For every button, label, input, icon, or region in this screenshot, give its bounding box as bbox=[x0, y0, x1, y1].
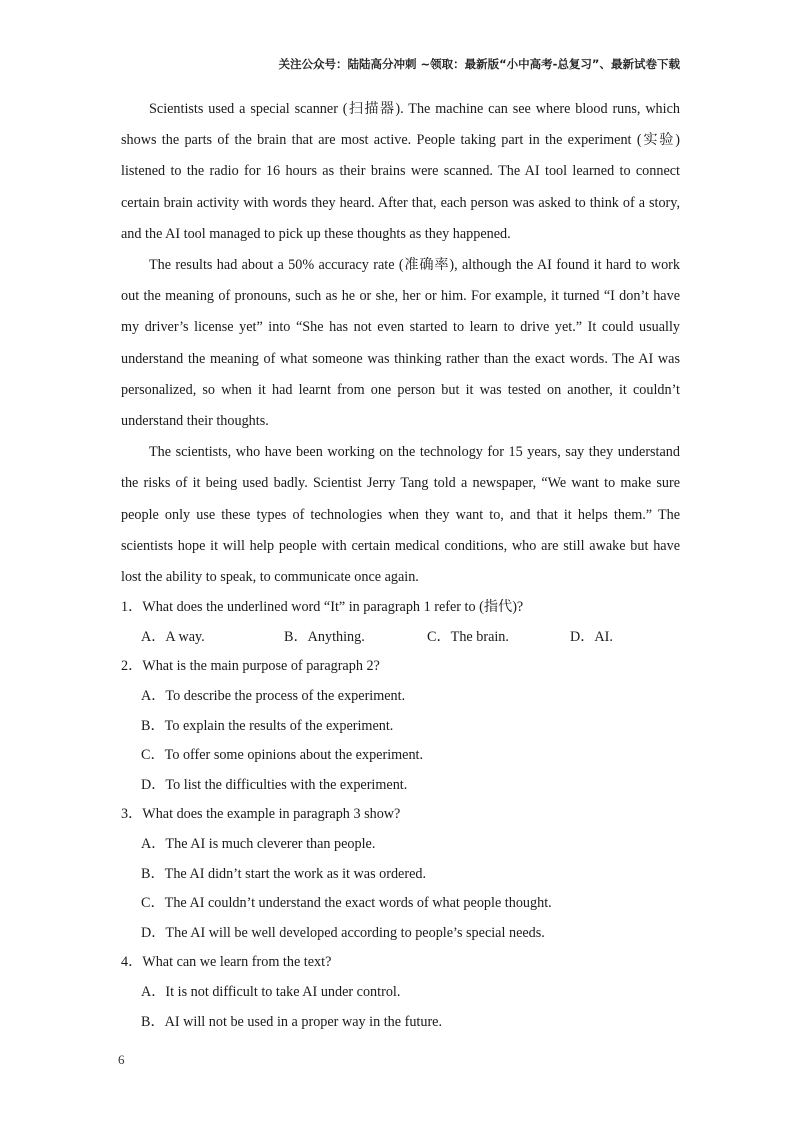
passage-paragraph: The scientists, who have been working on the technology for 15 years, say they understand the risks of it being used badly. Scientist Jerry Tang told a newspaper, “We want to make sure people only use these types of technologies when they want to, and that it helps them.” The scientists hope it will help people with certain medical conditions, who are still awake but have lost the ability to speak, to communicate once again. bbox=[121, 444, 680, 586]
option-a: A．It is not difficult to take AI under control. bbox=[141, 983, 401, 1000]
question-text: What can we learn from the text? bbox=[142, 954, 332, 971]
option-d: D．To list the difficulties with the experiment. bbox=[141, 776, 408, 793]
passage-paragraph: Scientists used a special scanner (扫描器). The machine can see where blood runs, which shows the parts of the brain that are most active. People taking part in the experiment (实验) listened to the radio for 16 hours as their brains were scanned. The AI tool learned to connect certain brain activity with words they heard. After that, each person was asked to think of a story, and the AI tool managed to pick up these thoughts as they happened. bbox=[121, 101, 680, 242]
question-number: 1． bbox=[121, 599, 143, 616]
page-header: 关注公众号：陆陆高分冲刺 ~领取：最新版“小中高考-总复习”、最新试卷下载 bbox=[278, 57, 680, 71]
question-4 bbox=[121, 948, 680, 978]
question-number: 3． bbox=[121, 806, 143, 823]
document-body bbox=[121, 94, 680, 1037]
question-number: 2． bbox=[121, 658, 143, 675]
question-list bbox=[121, 593, 680, 1037]
question-text: What is the main purpose of paragraph 2? bbox=[142, 658, 380, 675]
option-b: B．AI will not be used in a proper way in the future. bbox=[141, 1013, 443, 1030]
option-b: B．To explain the results of the experiment. bbox=[141, 717, 394, 734]
option-a: A．To describe the process of the experiment. bbox=[141, 688, 406, 705]
option-c: C．To offer some opinions about the experiment. bbox=[141, 747, 424, 764]
question-3 bbox=[121, 800, 680, 830]
page-number: 6 bbox=[118, 1052, 125, 1067]
question-text: What does the underlined word “It” in paragraph 1 refer to (指代)? bbox=[142, 599, 524, 616]
option-d: D．AI. bbox=[570, 628, 613, 645]
option-b: B．The AI didn’t start the work as it was ordered. bbox=[141, 865, 427, 882]
option-b: B．Anything. bbox=[284, 628, 365, 645]
question-2 bbox=[121, 652, 680, 682]
option-c: C．The AI couldn’t understand the exact words of what people thought. bbox=[141, 895, 552, 912]
question-text: What does the example in paragraph 3 show? bbox=[142, 806, 401, 823]
option-a: A．The AI is much cleverer than people. bbox=[141, 836, 376, 852]
question-1-options bbox=[121, 623, 680, 653]
option-d: D．The AI will be well developed according to people’s special needs. bbox=[141, 924, 545, 941]
option-c: C．The brain. bbox=[427, 628, 509, 645]
passage-paragraph: The results had about a 50% accuracy rate (准确率), although the AI found it hard to work out the meaning of pronouns, such as he or she, her or him. For example, it turned “I don’t have my driver’s license yet” into “She has not even started to learn to drive yet.” It could usually understand the meaning of what someone was thinking rather than the exact words. The AI was personalized, so when it had learnt from one person but it was tested on another, it couldn’t understand their thoughts. bbox=[121, 257, 680, 430]
question-1 bbox=[121, 593, 680, 623]
question-number: 4． bbox=[121, 954, 143, 971]
option-a: A．A way. bbox=[141, 628, 205, 645]
